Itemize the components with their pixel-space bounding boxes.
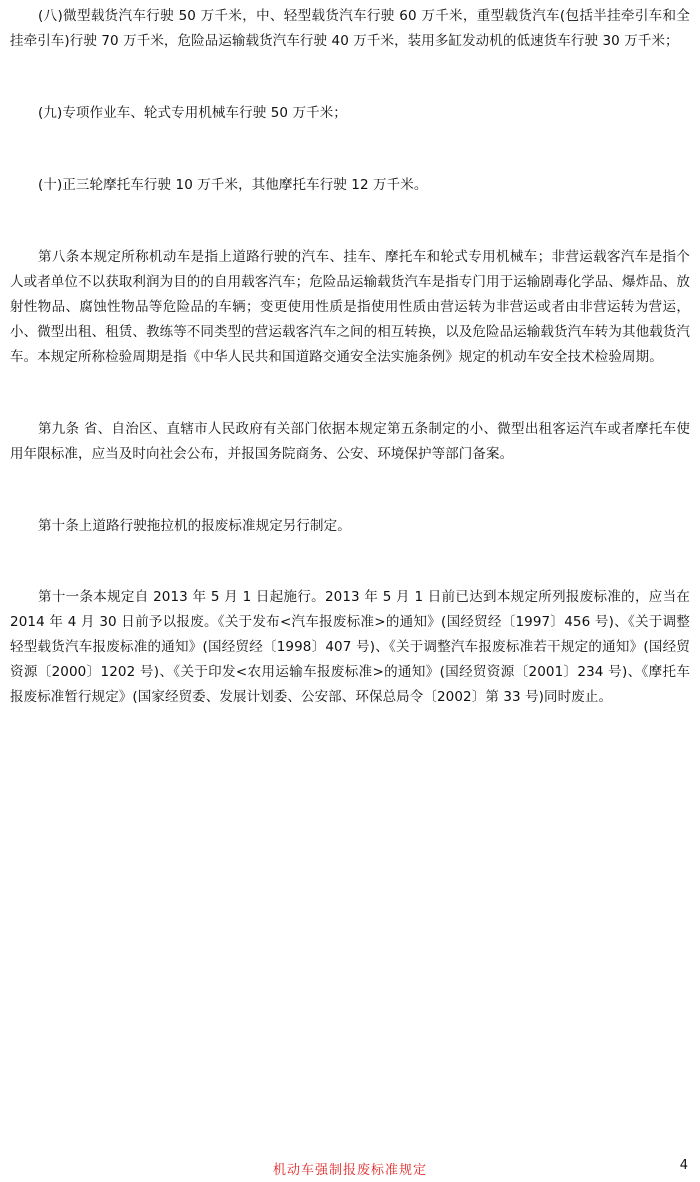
paragraph-article-8: 第八条本规定所称机动车是指上道路行驶的汽车、挂车、摩托车和轮式专用机械车；非营运载客汽车是指个人或者单位不以获取利润为目的的自用载客汽车；危险品运输载货汽车是指专门用于运输剧毒化学品、爆炸品、放射性物品、腐蚀性物品等危险品的车辆；变更使用性质是指使用性质由营运转为非营运或者由非营运转为营运，小、微型出租、租赁、教练等不同类型的营运载客汽车之间的相互转换，以及危险品运输载货汽车转为其他载货汽车。本规定所称检验周期是指《中华人民共和国道路交通安全法实施条例》规定的机动车安全技术检验周期。 [10,249,690,365]
paragraph-article-9: 第九条 省、自治区、直辖市人民政府有关部门依据本规定第五条制定的小、微型出租客运汽车或者摩托车使用年限标准，应当及时向社会公布，并报国务院商务、公安、环境保护等部门备案。 [10,421,690,462]
document-body [10,4,690,710]
paragraph-item-8: (八)微型载货汽车行驶 50 万千米，中、轻型载货汽车行驶 60 万千米，重型载货汽车(包括半挂牵引车和全挂牵引车)行驶 70 万千米，危险品运输载货汽车行驶 40 万千米，装用多缸发动机的低速货车行驶 30 万千米； [10,8,690,49]
footer-document-title: 机动车强制报废标准规定 [272,1163,427,1178]
paragraph-article-11: 第十一条本规定自 2013 年 5 月 1 日起施行。2013 年 5 月 1 日前已达到本规定所列报废标准的，应当在 2014 年 4 月 30 日前予以报废。《关于发布<汽车报废标准>的通知》(国经贸经〔1997〕456 号)、《关于调整轻型载货汽车报废标准的通知》(国经贸经〔1998〕407 号)、《关于调整汽车报废标准若干规定的通知》(国经贸资源〔2000〕1202 号)、《关于印发<农用运输车报废标准>的通知》(国经贸资源〔2001〕234 号)、《摩托车报废标准暂行规定》(国家经贸委、发展计划委、公安部、环保总局令〔2002〕第 33 号)同时废止。 [10,589,690,705]
footer-page-number: 4 [679,1158,688,1173]
paragraph-article-10: 第十条上道路行驶拖拉机的报废标准规定另行制定。 [38,518,351,534]
paragraph-item-10: (十)正三轮摩托车行驶 10 万千米，其他摩托车行驶 12 万千米。 [38,177,428,193]
paragraph-item-9: (九)专项作业车、轮式专用机械车行驶 50 万千米； [38,105,347,121]
